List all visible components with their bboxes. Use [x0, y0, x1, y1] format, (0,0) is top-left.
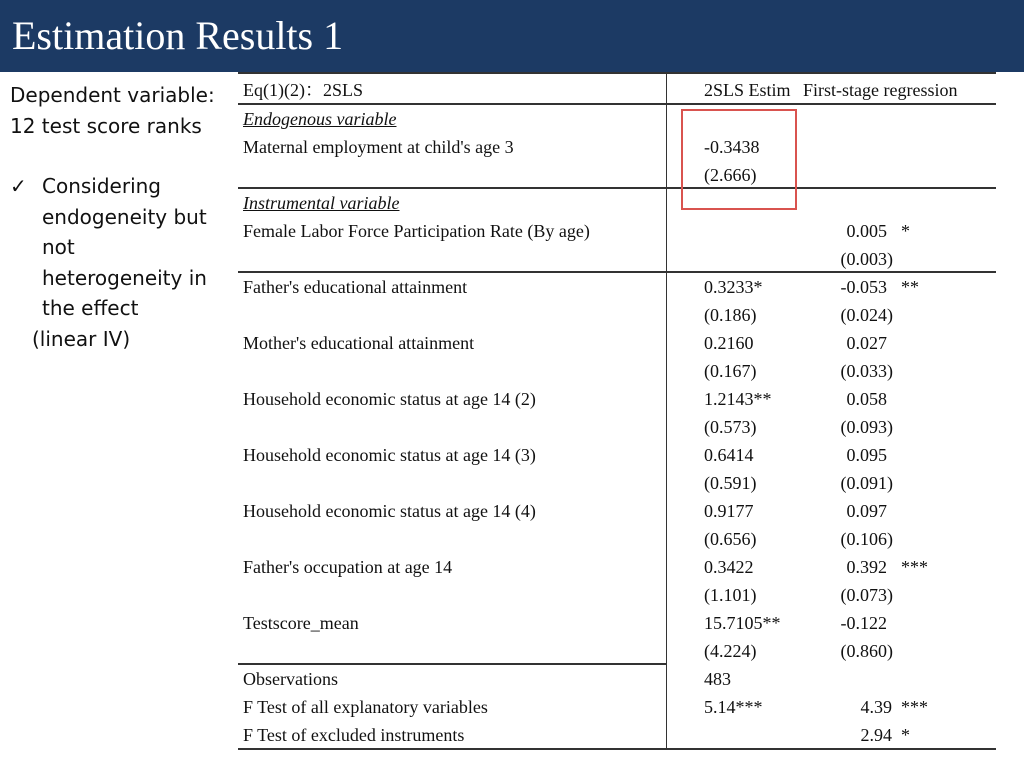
row-label: Father's educational attainment	[243, 277, 468, 297]
significance-stars: **	[901, 277, 919, 297]
table-top-rule	[238, 72, 996, 74]
coef-first-stage: -0.053	[840, 277, 887, 297]
significance-stars: ***	[901, 557, 928, 577]
section-heading-endogenous: Endogenous variable	[243, 109, 397, 129]
coef-first-stage: 0.097	[846, 501, 887, 521]
coef-2sls: 0.3422	[704, 557, 754, 577]
section-heading-instrumental: Instrumental variable	[243, 193, 400, 213]
se-2sls: (1.101)	[704, 585, 757, 605]
coef-2sls: 0.2160	[704, 333, 754, 353]
coef-2sls: 1.2143**	[704, 389, 772, 409]
row-label: Household economic status at age 14 (3)	[243, 445, 536, 465]
se-first-stage: (0.106)	[840, 529, 893, 549]
footer-label: Observations	[243, 669, 338, 689]
coef-2sls: -0.3438	[704, 137, 760, 157]
coef-first-stage: 0.392	[846, 557, 887, 577]
coef-2sls: 0.9177	[704, 501, 754, 521]
dependent-variable-value: 12 test score ranks	[10, 113, 202, 138]
se-2sls: (0.186)	[704, 305, 757, 325]
se-2sls: (0.573)	[704, 417, 757, 437]
se-2sls: (0.167)	[704, 361, 757, 381]
row-label: Household economic status at age 14 (4)	[243, 501, 536, 521]
dependent-variable-label: Dependent variable:	[10, 83, 215, 107]
coef-2sls: 0.3233*	[704, 277, 763, 297]
table-rule	[238, 271, 996, 273]
se-first-stage: (0.093)	[840, 417, 893, 437]
row-label: Father's occupation at age 14	[243, 557, 453, 577]
footer-first-stage-value: 2.94	[860, 725, 892, 745]
footer-2sls-value: 483	[704, 669, 731, 689]
bullet-line: the effect	[42, 296, 139, 320]
coef-first-stage: 0.095	[846, 445, 887, 465]
se-first-stage: (0.033)	[840, 361, 893, 381]
coef-first-stage: 0.005	[846, 221, 887, 241]
row-label: Household economic status at age 14 (2)	[243, 389, 536, 409]
slide-title: Estimation Results 1	[12, 13, 344, 58]
coef-first-stage: 0.027	[846, 333, 887, 353]
coef-first-stage: 0.058	[846, 389, 887, 409]
bullet-line: endogeneity but	[42, 204, 207, 229]
se-first-stage: (0.860)	[840, 641, 893, 661]
bullet-line: Considering	[42, 174, 162, 198]
table-rule	[238, 187, 996, 189]
footer-label: F Test of excluded instruments	[243, 725, 465, 745]
row-label: Maternal employment at child's age 3	[243, 137, 514, 157]
table-header-eq: Eq(1)(2)：2SLS	[243, 80, 363, 100]
bullet-line: not	[42, 235, 75, 259]
se-first-stage: (0.091)	[840, 473, 893, 493]
footer-label: F Test of all explanatory variables	[243, 697, 488, 717]
checkmark-icon: ✓	[10, 174, 27, 198]
table-column-divider	[666, 72, 667, 748]
row-label: Mother's educational attainment	[243, 333, 475, 353]
table-bottom-rule	[238, 748, 996, 750]
coef-2sls: 0.6414	[704, 445, 754, 465]
sub-note: (linear IV)	[32, 326, 131, 351]
table-header-first-stage: First-stage regression	[803, 80, 958, 100]
se-first-stage: (0.024)	[840, 305, 893, 325]
table-header-2sls: 2SLS Estim	[704, 80, 791, 100]
footer-2sls-value: 5.14***	[704, 697, 763, 717]
se-2sls: (0.656)	[704, 529, 757, 549]
significance-stars: ***	[901, 697, 928, 717]
se-2sls: (4.224)	[704, 641, 757, 661]
table-rule	[238, 103, 996, 105]
se-2sls: (2.666)	[704, 165, 757, 185]
significance-stars: *	[901, 221, 910, 241]
se-2sls: (0.591)	[704, 473, 757, 493]
se-first-stage: (0.073)	[840, 585, 893, 605]
se-first-stage: (0.003)	[840, 249, 893, 269]
coef-2sls: 15.7105**	[704, 613, 781, 633]
row-label: Testscore_mean	[243, 613, 359, 633]
bullet-line: heterogeneity in	[42, 265, 207, 290]
significance-stars: *	[901, 725, 910, 745]
table-rule	[238, 663, 666, 665]
highlight-box	[681, 109, 797, 210]
footer-first-stage-value: 4.39	[860, 697, 892, 717]
coef-first-stage: -0.122	[840, 613, 887, 633]
row-label: Female Labor Force Participation Rate (By age)	[243, 221, 590, 241]
